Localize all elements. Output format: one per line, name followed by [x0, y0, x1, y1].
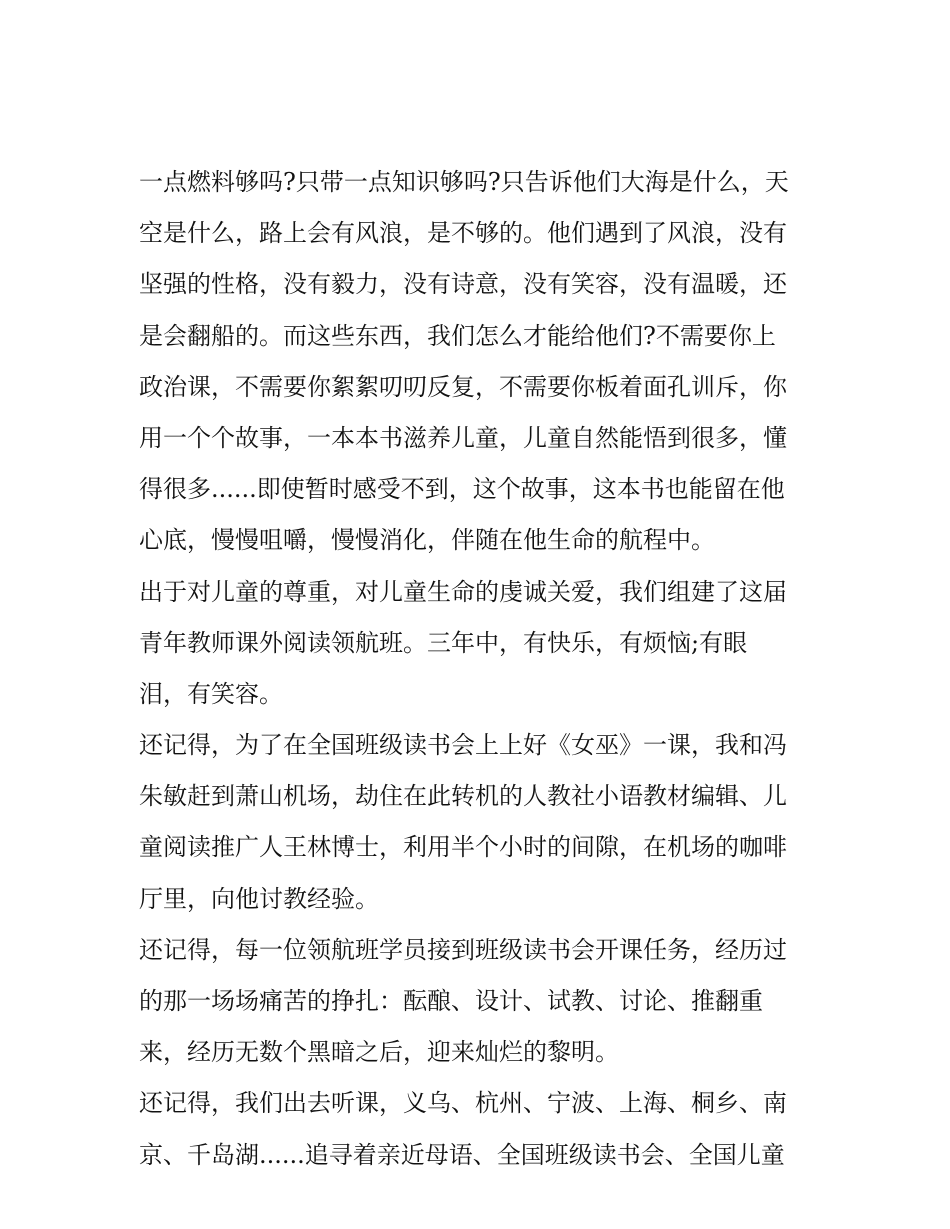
text-line: 京、千岛湖......追寻着亲近母语、全国班级读书会、全国儿童 [139, 1140, 785, 1169]
text-line: 用一个个故事，一本本书滋养儿童，儿童自然能悟到很多，懂 [139, 423, 787, 452]
text-line: 的那一场场痛苦的挣扎：酝酿、设计、试教、讨论、推翻重 [139, 987, 763, 1015]
text-line: 是会翻船的。而这些东西，我们怎么才能给他们?不需要你上 [139, 321, 776, 350]
text-line: 得很多......即使暂时感受不到，这个故事，这本书也能留在他 [139, 475, 785, 504]
text-line: 青年教师课外阅读领航班。三年中，有快乐，有烦恼;有眼 [139, 628, 748, 657]
text-line: 政治课，不需要你絮絮叨叨反复，不需要你板着面孔训斥，你 [139, 372, 787, 401]
text-line: 还记得，我们出去听课，义乌、杭州、宁波、上海、桐乡、南 [139, 1089, 787, 1118]
text-line: 还记得，为了在全国班级读书会上上好《女巫》一课，我和冯 [139, 731, 787, 760]
text-line: 出于对儿童的尊重，对儿童生命的虔诚关爱，我们组建了这届 [139, 577, 787, 606]
text-line: 一点燃料够吗?只带一点知识够吗?只告诉他们大海是什么，天 [139, 168, 789, 196]
text-line: 童阅读推广人王林博士，利用半个小时的间隙，在机场的咖啡 [139, 833, 787, 862]
text-line: 朱敏赶到萧山机场，劫住在此转机的人教社小语教材编辑、儿 [139, 782, 787, 811]
text-line: 泪，有笑容。 [139, 679, 283, 708]
text-line: 坚强的性格，没有毅力，没有诗意，没有笑容，没有温暖，还 [139, 270, 787, 299]
text-line: 还记得，每一位领航班学员接到班级读书会开课任务，经历过 [139, 935, 787, 964]
text-line: 心底，慢慢咀嚼，慢慢消化，伴随在他生命的航程中。 [139, 526, 715, 555]
body-text [139, 157, 819, 1181]
text-line: 厅里，向他讨教经验。 [139, 884, 379, 913]
text-line: 来，经历无数个黑暗之后，迎来灿烂的黎明。 [139, 1038, 619, 1067]
text-line: 空是什么，路上会有风浪，是不够的。他们遇到了风浪，没有 [139, 219, 787, 248]
